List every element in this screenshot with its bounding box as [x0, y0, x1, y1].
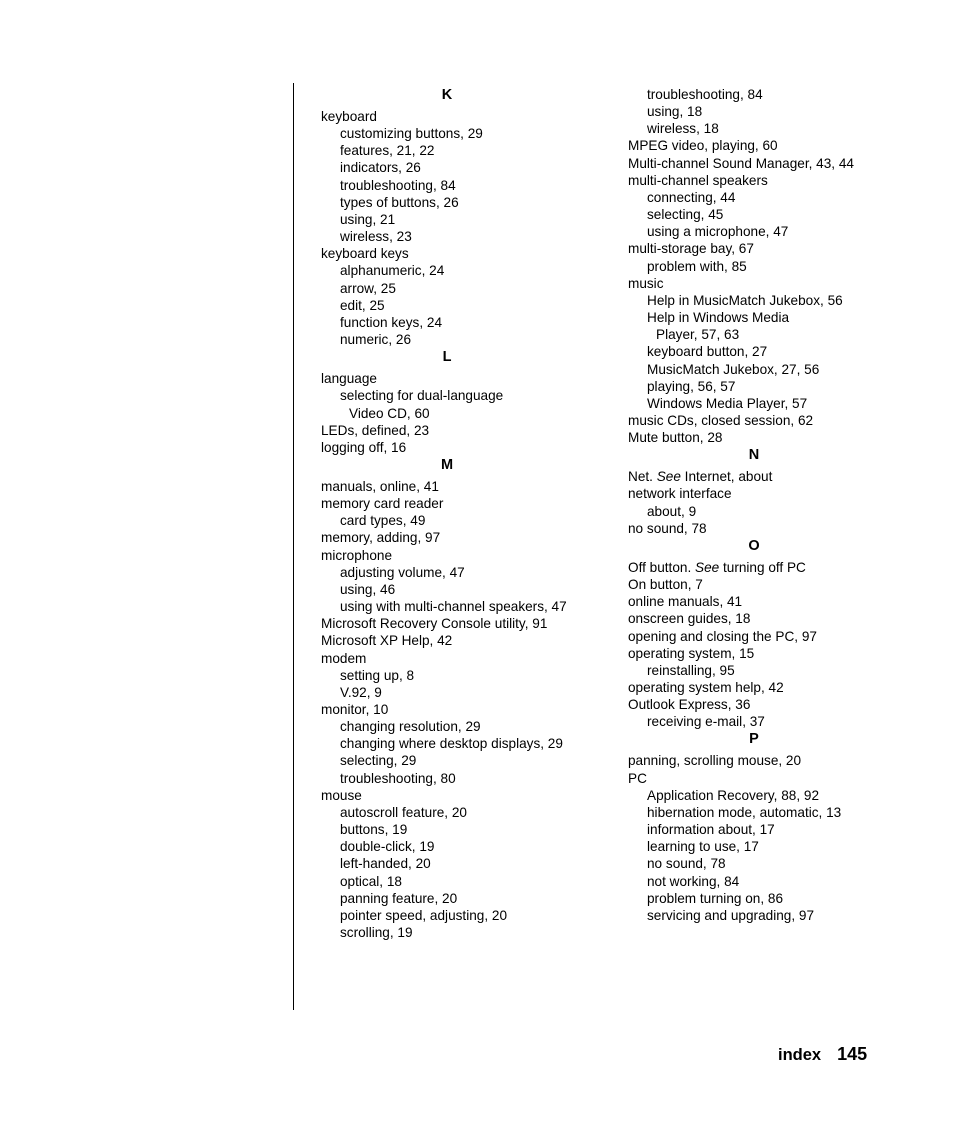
index-subentry: MusicMatch Jukebox, 27, 56	[647, 361, 820, 377]
index-entry: multi-channel speakers	[628, 172, 768, 188]
index-subentry: servicing and upgrading, 97	[647, 907, 815, 923]
index-subentry: autoscroll feature, 20	[340, 804, 467, 820]
index-subentry: Help in MusicMatch Jukebox, 56	[647, 292, 843, 308]
index-entry: modem	[321, 650, 367, 666]
index-subentry: numeric, 26	[340, 332, 412, 348]
see-reference: See	[656, 469, 681, 485]
index-subentry: selecting, 45	[647, 207, 724, 223]
index-subentry: function keys, 24	[340, 314, 443, 330]
index-entry: Microsoft XP Help, 42	[321, 633, 453, 649]
index-subentry: features, 21, 22	[340, 143, 435, 159]
index-entry: memory, adding, 97	[321, 530, 441, 546]
index-subentry: scrolling, 19	[340, 925, 413, 941]
index-subentry: V.92, 9	[340, 684, 382, 700]
index-entry: On button, 7	[628, 577, 703, 593]
section-letter: K	[441, 87, 453, 103]
index-subentry: selecting for dual-language	[340, 388, 504, 404]
index-subentry: problem turning on, 86	[647, 890, 784, 906]
section-letter: L	[442, 349, 452, 366]
entry-text: turning off PC	[719, 559, 806, 575]
section-letter: P	[749, 731, 759, 748]
index-subentry: card types, 49	[340, 513, 426, 529]
index-subentry: Help in Windows Media	[647, 310, 790, 326]
index-subentry: not working, 84	[647, 873, 740, 889]
index-entry: music CDs, closed session, 62	[628, 412, 814, 428]
index-subentry: selecting, 29	[340, 753, 417, 769]
index-subentry: hibernation mode, automatic, 13	[647, 804, 842, 820]
index-entry: LEDs, defined, 23	[321, 422, 430, 438]
index-subentry: Player, 57, 63	[656, 327, 740, 343]
index-subentry: using, 21	[340, 211, 396, 227]
index-subentry: troubleshooting, 84	[647, 87, 763, 102]
index-entry: Microsoft Recovery Console utility, 91	[321, 616, 548, 632]
index-subentry: changing where desktop displays, 29	[340, 736, 563, 752]
index-entry: mouse	[321, 787, 362, 803]
index-entry: music	[628, 275, 664, 291]
index-subentry: using with multi-channel speakers, 47	[340, 599, 567, 615]
index-subentry: double-click, 19	[340, 839, 435, 855]
index-entry: MPEG video, playing, 60	[628, 138, 778, 154]
index-subentry: pointer speed, adjusting, 20	[340, 907, 508, 923]
index-subentry: learning to use, 17	[647, 839, 759, 855]
index-entry: keyboard	[321, 109, 377, 124]
index-subentry: receiving e-mail, 37	[647, 714, 765, 730]
index-subentry: about, 9	[647, 503, 697, 519]
index-subentry: changing resolution, 29	[340, 719, 481, 735]
index-subentry: types of buttons, 26	[340, 194, 459, 210]
index-subentry: wireless, 18	[647, 121, 719, 137]
index-entry: memory card reader	[321, 496, 444, 512]
index-subentry: Application Recovery, 88, 92	[647, 787, 820, 803]
index-subentry: alphanumeric, 24	[340, 263, 445, 279]
index-entry: monitor, 10	[321, 702, 389, 717]
index-subentry: using, 46	[340, 581, 396, 597]
footer-label: index	[778, 1046, 822, 1064]
index-subentry: panning feature, 20	[340, 890, 458, 906]
index-subentry: customizing buttons, 29	[340, 126, 483, 142]
index-subentry: troubleshooting, 84	[340, 177, 456, 193]
entry-text: Net.	[628, 469, 657, 485]
section-letter: N	[748, 447, 760, 464]
index-subentry: arrow, 25	[340, 280, 396, 296]
index-subentry: wireless, 23	[340, 229, 412, 245]
index-entry	[628, 559, 928, 576]
index-subentry: troubleshooting, 80	[340, 770, 456, 786]
section-letter: M	[440, 456, 454, 473]
index-subentry: Video CD, 60	[349, 405, 430, 421]
index-subentry: connecting, 44	[647, 189, 736, 205]
index-entry: opening and closing the PC, 97	[628, 628, 817, 644]
index-entry: onscreen guides, 18	[628, 611, 751, 627]
section-letter: O	[748, 537, 760, 554]
index-subentry: using a microphone, 47	[647, 224, 789, 240]
index-column-right	[628, 86, 928, 924]
index-entry: network interface	[628, 486, 732, 502]
page-number: 145	[837, 1044, 868, 1064]
column-rule	[293, 83, 294, 1010]
index-entry: no sound, 78	[628, 520, 707, 536]
index-entry: online manuals, 41	[628, 594, 743, 610]
index-subentry: no sound, 78	[647, 856, 726, 872]
index-column-left	[321, 86, 591, 941]
index-entry: Outlook Express, 36	[628, 697, 751, 713]
index-entry: Multi-channel Sound Manager, 43, 44	[628, 155, 854, 171]
see-reference: See	[695, 559, 720, 575]
index-subentry: buttons, 19	[340, 822, 408, 838]
index-subentry: information about, 17	[647, 822, 775, 838]
index-entry: multi-storage bay, 67	[628, 241, 754, 257]
index-subentry: optical, 18	[340, 873, 402, 889]
index-subentry: left-handed, 20	[340, 856, 431, 872]
page-footer	[778, 1044, 867, 1065]
index-entry: PC	[628, 770, 647, 786]
index-subentry: adjusting volume, 47	[340, 564, 465, 580]
index-subentry: Windows Media Player, 57	[647, 395, 808, 411]
index-subentry: keyboard button, 27	[647, 344, 768, 360]
entry-text: Off button.	[628, 559, 696, 575]
index-subentry: edit, 25	[340, 297, 385, 313]
index-subentry: using, 18	[647, 104, 703, 120]
index-subentry: playing, 56, 57	[647, 378, 736, 394]
index-entry: logging off, 16	[321, 439, 407, 455]
index-entry: panning, scrolling mouse, 20	[628, 753, 802, 769]
index-entry	[628, 468, 928, 485]
index-subentry: reinstalling, 95	[647, 662, 735, 678]
index-entry: operating system, 15	[628, 645, 755, 661]
index-subentry: problem with, 85	[647, 258, 747, 274]
index-entry: microphone	[321, 547, 393, 563]
index-subentry: setting up, 8	[340, 667, 415, 683]
index-entry: keyboard keys	[321, 246, 409, 262]
entry-text: Internet, about	[680, 469, 773, 485]
index-entry: operating system help, 42	[628, 680, 784, 695]
index-entry: manuals, online, 41	[321, 478, 439, 494]
index-subentry: indicators, 26	[340, 160, 421, 176]
index-entry: language	[321, 371, 377, 387]
index-entry: Mute button, 28	[628, 430, 723, 446]
